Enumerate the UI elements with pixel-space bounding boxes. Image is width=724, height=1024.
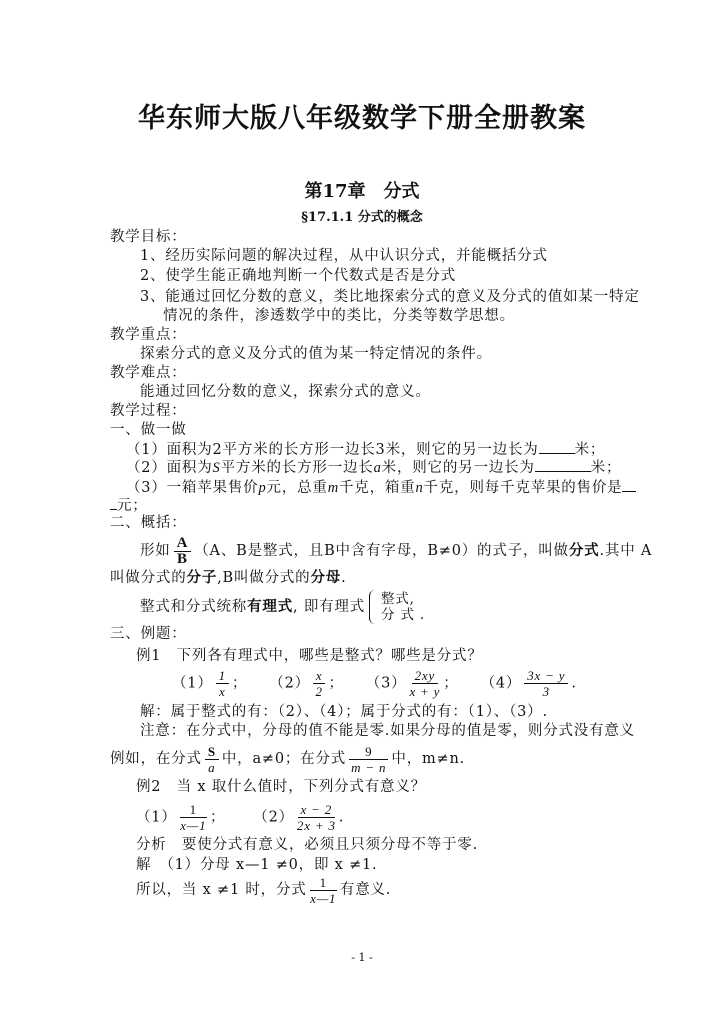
- conclusion-text: 所以，当 x ≠1 时，分式: [136, 882, 307, 898]
- brace-option: 分 式 .: [381, 607, 425, 623]
- q1-text: （1）面积为2平方米的长方形一边长3米，则它的另一边长为: [126, 442, 539, 458]
- brace-group: [365, 590, 425, 624]
- goal-item: 1、经历实际问题的解决过程，从中认识分式，并能概括分式: [140, 248, 548, 264]
- eg-text: 中，m≠n.: [391, 751, 466, 767]
- answer-blank: [535, 458, 591, 472]
- q3-text: 千克，箱重: [338, 480, 416, 496]
- denominator: a: [208, 759, 216, 775]
- item-label: （3）: [365, 675, 407, 691]
- item-end: ；: [231, 675, 248, 691]
- goal-item: 3、能通过回忆分数的意义，类比地探索分式的意义及分式的值如某一特定: [140, 289, 640, 305]
- brace-option: 整式,: [381, 591, 415, 607]
- ex1-item: [366, 668, 459, 699]
- example-1-solution: 解：属于整式的有：（2）、（4）；属于分式的有：（1）、（3）.: [140, 704, 548, 720]
- note: 注意：在分式中，分母的值不能是零.如果分母的值是零，则分式没有意义: [140, 723, 636, 739]
- conclusion: [136, 874, 391, 906]
- fraction: [349, 744, 388, 775]
- example-1: 例1 下列各有理式中，哪些是整式？哪些是分式？: [136, 648, 483, 664]
- solution: 解 （1）分母 x—1 ≠0，即 x ≠1.: [136, 857, 378, 873]
- item-label: （2）: [269, 675, 310, 691]
- example-1-items: [172, 667, 577, 699]
- var-a: a: [373, 460, 382, 476]
- term-rational: 有理式: [247, 598, 294, 615]
- fraction: [216, 668, 229, 699]
- analysis: 分析 要使分式有意义，必须且只须分母不等于零.: [136, 837, 479, 853]
- goal-item: 2、使学生能正确地判断一个代数式是否是分式: [140, 268, 457, 284]
- fraction-a-over-b: [174, 536, 192, 567]
- fraction: [180, 802, 207, 833]
- term-numerator: 分子: [186, 569, 218, 586]
- key-heading: 教学重点：: [110, 327, 187, 343]
- section-heading: §17.1.1 分式的概念: [301, 210, 423, 225]
- item-end: .: [571, 675, 577, 691]
- q2-text: （2）面积为: [126, 460, 213, 476]
- var-m: m: [327, 480, 339, 496]
- fraction: [205, 744, 219, 775]
- item-label: （1）: [136, 809, 177, 825]
- difficulty-text: 能通过回忆分数的意义，探索分式的意义。: [140, 384, 431, 400]
- var-n: n: [415, 480, 424, 496]
- item-end: ；: [328, 675, 344, 691]
- ex2-item: [253, 802, 344, 833]
- numerator: x: [313, 668, 326, 684]
- def-text: 形如: [140, 543, 171, 559]
- item-end: ；: [443, 675, 459, 691]
- item-label: （2）: [253, 809, 294, 825]
- var-s: S: [212, 460, 221, 476]
- denominator: x—1: [310, 890, 337, 906]
- q3-text: 元，总重: [266, 480, 328, 496]
- definition-line-2: [110, 569, 347, 587]
- process-heading: 教学过程：: [110, 403, 187, 419]
- q3-text: 千克，则每千克苹果的售价是: [423, 480, 623, 496]
- part1-heading: 一、做一做: [110, 422, 187, 438]
- numerator: 9: [349, 744, 388, 760]
- var-p: p: [258, 480, 267, 496]
- q2-unit: 米；: [590, 460, 622, 476]
- item-end: .: [338, 809, 345, 825]
- numerator: 1: [180, 802, 207, 818]
- q3-text: （3）一箱苹果售价: [126, 480, 259, 496]
- def-text: （A、B是整式，且B中含有字母，B≠0）的式子，叫做: [194, 543, 569, 559]
- eg-text: 中，a≠0；在分式: [221, 751, 347, 767]
- numerator: A: [174, 536, 192, 552]
- fraction: [524, 668, 568, 699]
- rat-text: 整式和分式统称: [140, 599, 248, 615]
- page-number: - 1 -: [351, 951, 373, 964]
- eg-text: 例如，在分式: [110, 751, 202, 767]
- goal-item-continued: 情况的条件，渗透数学中的类比，分类等数学思想。: [163, 308, 515, 324]
- left-brace: [369, 590, 375, 624]
- ex1-item: [481, 668, 577, 699]
- rat-text: , 即有理式: [293, 599, 366, 615]
- def-text: 叫做分式的: [110, 570, 187, 586]
- denominator: m − n: [351, 759, 387, 775]
- example-2: 例2 当 x 取什么值时，下列分式有意义？: [136, 779, 426, 795]
- question-3-continued: [110, 496, 148, 515]
- numerator: 1: [216, 668, 229, 684]
- item-label: （4）: [480, 675, 522, 691]
- denominator: B: [177, 550, 188, 567]
- denominator: x—1: [180, 817, 207, 833]
- def-text: .其中 A: [599, 543, 653, 559]
- chapter-heading: 第17章 分式: [304, 181, 420, 202]
- ex1-item: [269, 668, 344, 699]
- item-end: ；: [209, 809, 226, 825]
- item-label: （1）: [172, 675, 213, 691]
- fraction: [310, 875, 337, 906]
- goals-heading: 教学目标：: [110, 229, 187, 245]
- example-line: [110, 743, 465, 775]
- denominator: x + y: [409, 683, 441, 699]
- numerator: 2xy: [412, 668, 438, 684]
- conclusion-text: 有意义.: [339, 882, 392, 898]
- rational-expression-line: [140, 590, 425, 624]
- answer-blank: [539, 440, 575, 454]
- denominator: 3: [542, 683, 550, 699]
- definition-line: [140, 536, 652, 566]
- ex1-item: [172, 668, 247, 699]
- example-2-items: [136, 801, 344, 833]
- q1-unit: 米；: [574, 442, 606, 458]
- denominator: 2x + 3: [296, 817, 336, 833]
- question-2: [126, 458, 621, 477]
- fraction: [313, 668, 326, 699]
- denominator: 2: [315, 683, 323, 699]
- term-fraction: 分式: [568, 542, 600, 559]
- ex2-item: [136, 802, 225, 833]
- numerator: 1: [310, 875, 337, 891]
- q2-text: 平方米的长方形一边长: [220, 460, 374, 476]
- fraction: [409, 668, 440, 699]
- part2-heading: 二、概括：: [110, 515, 187, 531]
- fraction: [297, 802, 336, 833]
- key-text: 探索分式的意义及分式的值为某一特定情况的条件。: [140, 346, 492, 362]
- question-1: [126, 440, 605, 459]
- document-title: 华东师大版八年级数学下册全册教案: [138, 103, 586, 134]
- denominator: x: [219, 683, 226, 699]
- numerator: x − 2: [298, 802, 336, 818]
- part3-heading: 三、例题：: [110, 626, 187, 642]
- term-denominator: 分母: [310, 569, 342, 586]
- answer-blank: [622, 478, 636, 492]
- q3-unit: 元；: [117, 498, 148, 514]
- q2-text: 米，则它的另一边长为: [381, 460, 535, 476]
- difficulty-heading: 教学难点：: [110, 365, 187, 381]
- question-3: [126, 478, 636, 497]
- def-text: .: [341, 570, 347, 586]
- answer-blank: [110, 496, 117, 510]
- numerator: S: [205, 744, 219, 760]
- numerator: 3x − y: [524, 668, 568, 684]
- def-text: ,B叫做分式的: [217, 570, 311, 586]
